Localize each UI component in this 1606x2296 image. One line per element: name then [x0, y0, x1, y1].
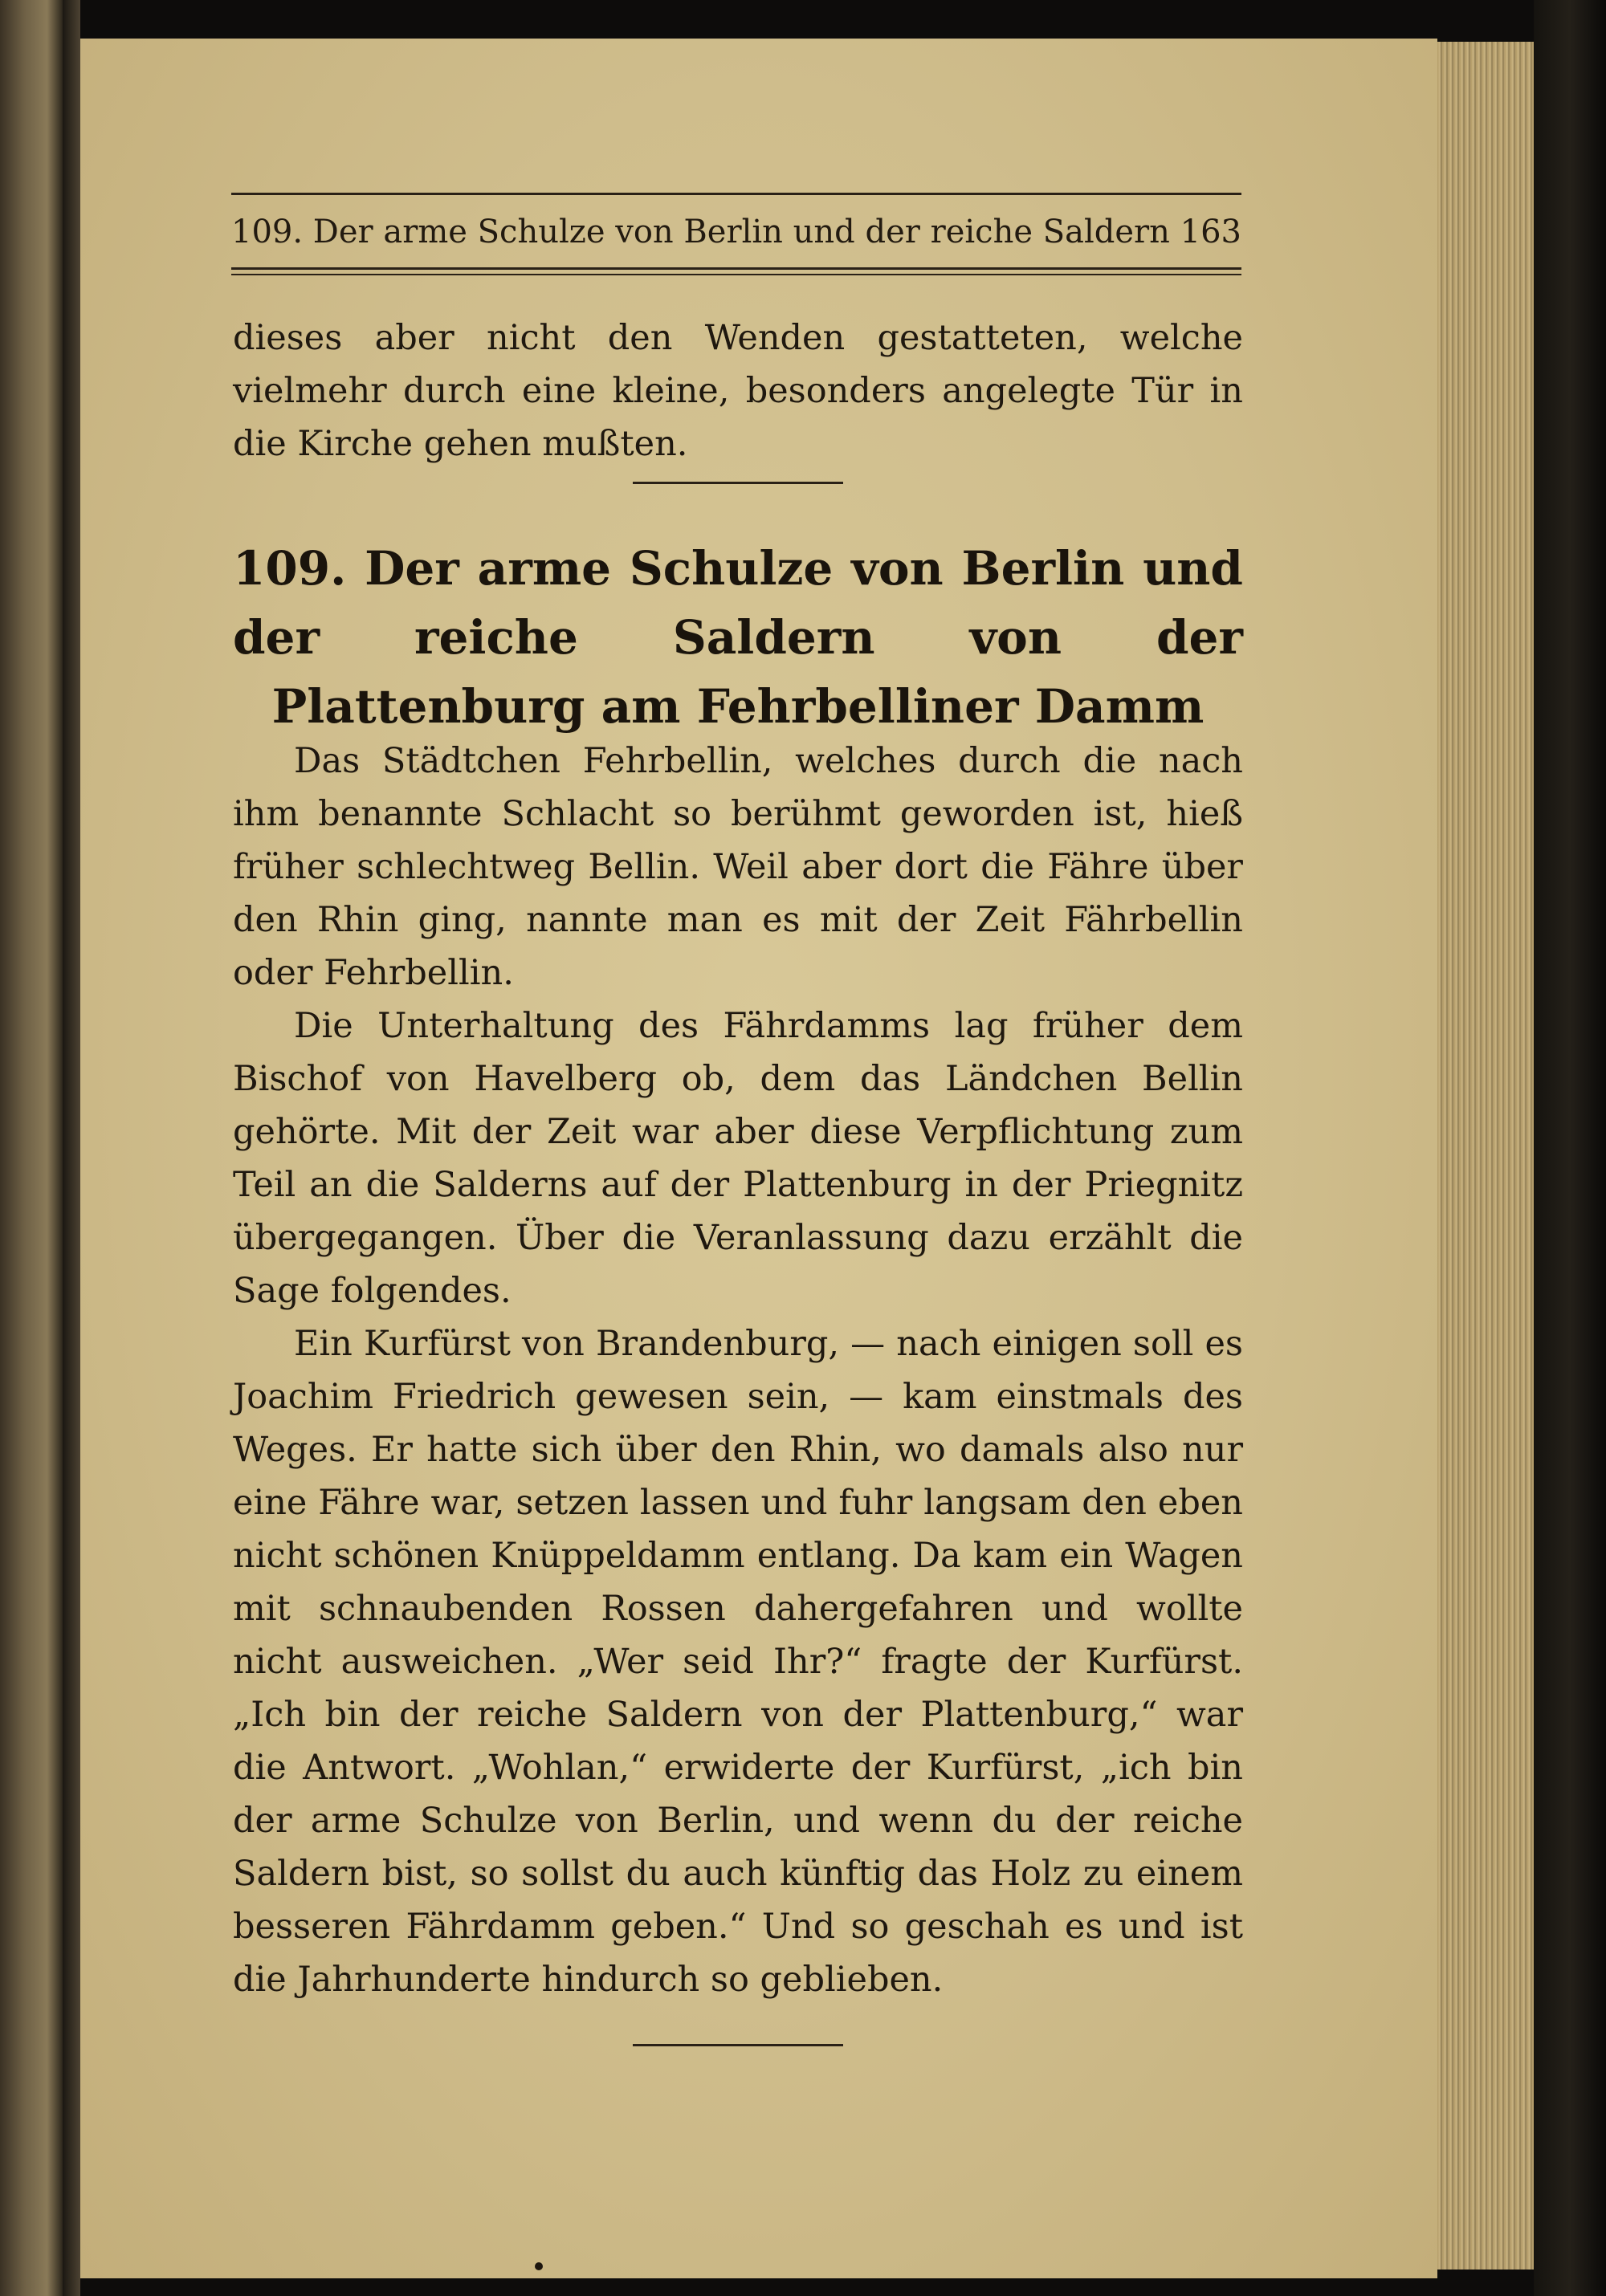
story-paragraph-1: Das Städtchen Fehrbellin, welches durch die nach ihm benannte Schlacht so berühmt geworden ist, hieß früher schlechtweg Bellin. Weil aber dort die Fähre über den Rhin ging, nannte man es mit der Zeit Fährbellin oder Fehrbellin. [233, 741, 1243, 993]
continued-paragraph: dieses aber nicht den Wenden gestatteten, welche vielmehr durch eine kleine, besonders angelegte Tür in die Kirche gehen mußten. [233, 318, 1243, 464]
page-stack-edges [1437, 42, 1534, 2270]
header-rule-double-2 [231, 274, 1241, 275]
story-paragraph-3: Ein Kurfürst von Brandenburg, — nach einigen soll es Joachim Friedrich gewesen sein, — kam einstmals des Weges. Er hatte sich über den Rhin, wo damals also nur eine Fähre war, setzen lassen und fuhr langsam den eben nicht schönen Knüppeldamm entlang. Da kam ein Wagen mit schnaubenden Rossen dahergefahren und wollte nicht ausweichen. „Wer seid Ihr?“ fragte der Kurfürst. „Ich bin der reiche Saldern von der Plattenburg,“ war die Antwort. „Wohlan,“ erwiderte der Kurfürst, „ich bin der arme Schulze von Berlin, und wenn du der reiche Saldern bist, so sollst du auch künftig das Holz zu einem besseren Fährdamm geben.“ Und so geschah es und ist die Jahrhunderte hindurch so geblieben. [233, 1324, 1243, 2000]
ink-speck [535, 2262, 543, 2270]
book-cover-edge [1534, 0, 1606, 2296]
header-rule-top [231, 193, 1241, 195]
header-rule-double-1 [231, 267, 1241, 270]
story-body [233, 735, 1243, 2006]
continued-text [233, 311, 1243, 470]
end-separator [633, 2044, 843, 2046]
left-page-edge [0, 0, 63, 2296]
story-heading: 109. Der arme Schulze von Berlin und der reiche Saldern von der Plattenburg am Fehrbelliner Damm [233, 541, 1243, 734]
running-header [231, 202, 1241, 262]
section-separator [633, 482, 843, 484]
page-number: 163 [1180, 214, 1241, 250]
story-paragraph-2: Die Unterhaltung des Fährdamms lag früher dem Bischof von Havelberg ob, dem das Ländchen Bellin gehörte. Mit der Zeit war aber diese Verpflichtung zum Teil an die Salderns auf der Plattenburg in der Priegnitz übergegangen. Über die Veranlassung dazu erzählt die Sage folgendes. [233, 1006, 1243, 1311]
running-header-title: 109. Der arme Schulze von Berlin und der reiche Saldern [231, 214, 1170, 250]
book-gutter [63, 0, 80, 2296]
